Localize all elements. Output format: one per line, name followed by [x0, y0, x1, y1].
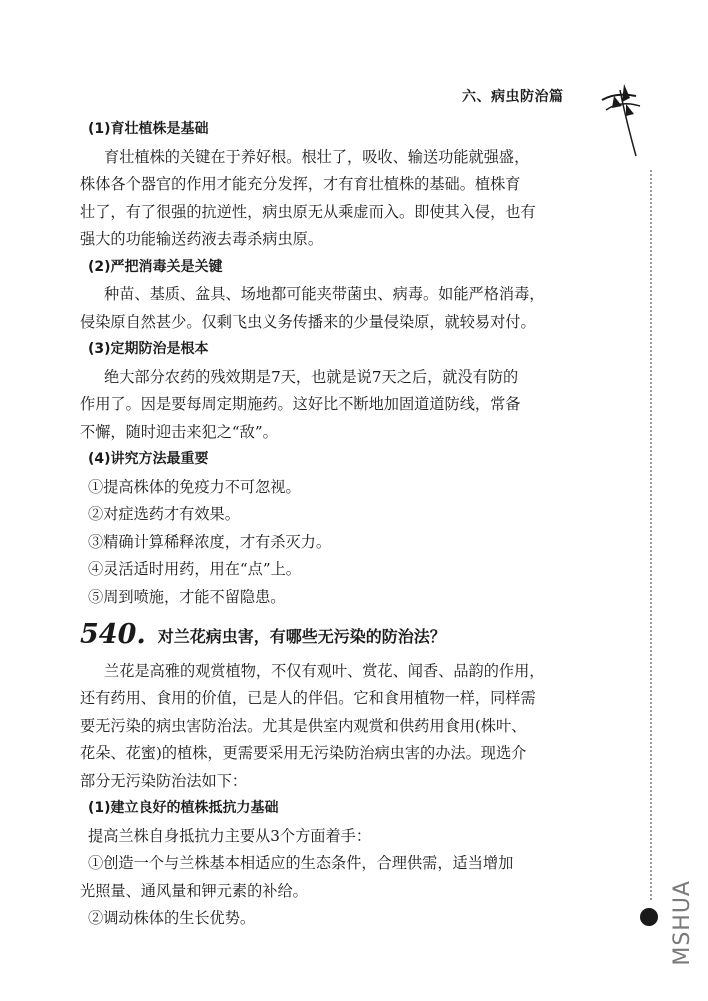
body-line: 兰花是高雅的观赏植物，不仅有观叶、赏花、闻香、品韵的作用， — [104, 661, 545, 680]
page-body — [80, 120, 628, 937]
body-line: 绝大部分农药的残效期是7天，也就是说7天之后，就没有防的 — [104, 367, 519, 386]
list-item: ④灵活适时用药，用在“点”上。 — [88, 560, 301, 578]
section-heading: (1)建立良好的植株抵抗力基础 — [88, 800, 279, 816]
list-item: ③精确计算稀释浓度，才有杀灭力。 — [88, 532, 331, 551]
margin-dotted-rule — [650, 170, 652, 900]
body-line: 部分无污染防治法如下： — [80, 771, 248, 790]
running-header: 六、病虫防治篇 — [462, 89, 564, 105]
list-item: ①创造一个与兰株基本相适应的生态条件，合理供需，适当增加 — [88, 854, 514, 872]
body-line: 光照量、通风量和钾元素的补给。 — [80, 881, 308, 900]
body-line: 侵染原自然甚少。仅剩飞虫义务传播来的少量侵染原，就较易对付。 — [80, 312, 536, 331]
body-line: 还有药用、食用的价值，已是人的伴侣。它和食用植物一样，同样需 — [80, 689, 536, 707]
body-line: 育壮植株的关键在于养好根。根壮了，吸收、输送功能就强盛， — [104, 147, 530, 166]
list-item: ②对症选药才有效果。 — [88, 505, 240, 523]
list-item: ①提高株体的免疫力不可忽视。 — [88, 477, 301, 496]
question-title: 对兰花病虫害，有哪些无污染的防治法？ — [157, 626, 446, 646]
question-heading — [80, 616, 628, 650]
question-number: 540. — [80, 618, 146, 650]
body-line: 花朵、花蜜)的植株，更需要采用无污染防治病虫害的办法。现选介 — [80, 744, 527, 762]
body-line: 不懈，随时迎击来犯之“敌”。 — [80, 422, 278, 441]
body-line: 强大的功能输送药液去毒杀病虫原。 — [80, 230, 323, 248]
body-line: 种苗、基质、盆具、场地都可能夹带菌虫、病毒。如能严格消毒， — [104, 285, 545, 303]
section-heading: (2)严把消毒关是关键 — [88, 258, 223, 275]
body-line: 壮了，有了很强的抗逆性，病虫原无从乘虚而入。即使其入侵，也有 — [80, 202, 536, 221]
watermark: MSHUA — [670, 880, 695, 966]
section-heading: (4)讲究方法最重要 — [88, 451, 209, 467]
section-heading: (3)定期防治是根本 — [88, 341, 209, 357]
section-heading: (1)育壮植株是基础 — [88, 121, 209, 137]
body-line: 提高兰株自身抵抗力主要从3个方面着手： — [88, 826, 372, 845]
body-line: 株体各个器官的作用才能充分发挥，才有育壮植株的基础。植株育 — [80, 175, 521, 193]
body-line: 要无污染的病虫害防治法。尤其是供室内观赏和供药用食用(株叶、 — [80, 716, 527, 735]
list-item: ⑤周到喷施，才能不留隐患。 — [88, 587, 286, 606]
list-item: ②调动株体的生长优势。 — [88, 909, 256, 927]
page-marker-dot — [640, 908, 658, 926]
body-line: 作用了。因是要每周定期施药。这好比不断地加固道道防线，常备 — [80, 395, 521, 413]
